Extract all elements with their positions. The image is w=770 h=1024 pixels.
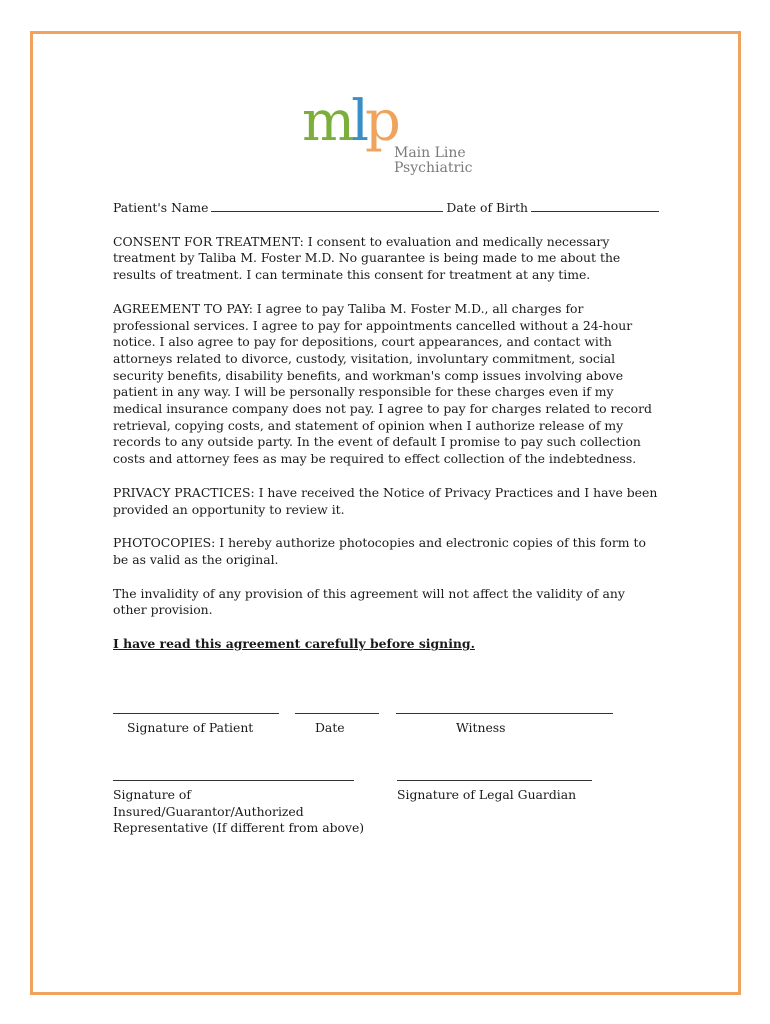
- form-content: [113, 200, 661, 653]
- date-label: Date: [315, 720, 345, 735]
- insured-signature-line[interactable]: [113, 779, 354, 781]
- guardian-signature-label: Signature of Legal Guardian: [397, 787, 577, 802]
- witness-line[interactable]: [396, 712, 613, 714]
- patient-signature-block: [113, 712, 279, 737]
- read-statement: I have read this agreement carefully before signing.: [113, 636, 475, 652]
- patient-signature-label: Signature of Patient: [127, 720, 254, 735]
- logo-letter-p: p: [365, 89, 397, 154]
- guardian-signature-block: [397, 779, 597, 804]
- brand-line-2: Psychiatric: [394, 160, 473, 176]
- patient-name-label: Patient's Name: [113, 200, 209, 215]
- logo-brand-text: [394, 146, 472, 176]
- witness-label: Witness: [456, 720, 506, 735]
- invalidity-paragraph: The invalidity of any provision of this agreement will not affect the validity of any other provision.: [113, 585, 625, 618]
- dob-field[interactable]: [531, 201, 659, 212]
- witness-block: [396, 712, 613, 737]
- patient-name-field[interactable]: [211, 201, 443, 212]
- guardian-signature-line[interactable]: [397, 779, 592, 781]
- dob-label: Date of Birth: [446, 200, 528, 215]
- patient-info-row: [113, 200, 661, 217]
- patient-signature-line[interactable]: [113, 712, 279, 714]
- logo-letter-l: l: [351, 89, 366, 154]
- agreement-paragraph: AGREEMENT TO PAY: I agree to pay Taliba M. Foster M.D., all charges for professional services. I agree to pay for appointments cancelled without a 24-hour notice. I also agree to pay for depositions, court appearances, and contact with attorneys related to divorce, custody, visitation, involuntary commitment, social security benefits, disability benefits, and workman's comp issues involving above patient in any way. I will be personally responsible for these charges even if my medical insurance company does not pay. I agree to pay for charges related to record retrieval, copying costs, and statement of opinion when I authorize release of my records to any outside party. In the event of default I promise to pay such collection costs and attorney fees as may be required to effect collection of the indebtedness.: [113, 300, 652, 467]
- insured-signature-block: [113, 779, 383, 837]
- date-block: [295, 712, 379, 737]
- insured-signature-label: Signature of Insured/Guarantor/Authorized Representative (If different from above): [113, 787, 365, 836]
- mlp-logo: [302, 89, 473, 184]
- brand-line-1: Main Line: [394, 145, 466, 161]
- privacy-paragraph: PRIVACY PRACTICES: I have received the Notice of Privacy Practices and I have been provided an opportunity to review it.: [113, 484, 658, 517]
- date-line[interactable]: [295, 712, 379, 714]
- logo-letters: [302, 89, 397, 154]
- consent-paragraph: CONSENT FOR TREATMENT: I consent to evaluation and medically necessary treatment by Taliba M. Foster M.D. No guarantee is being made to me about the results of treatment. I can terminate this consent for treatment at any time.: [113, 233, 621, 283]
- photocopies-paragraph: PHOTOCOPIES: I hereby authorize photocopies and electronic copies of this form to be as valid as the original.: [113, 535, 646, 567]
- logo-letter-m: m: [302, 89, 352, 154]
